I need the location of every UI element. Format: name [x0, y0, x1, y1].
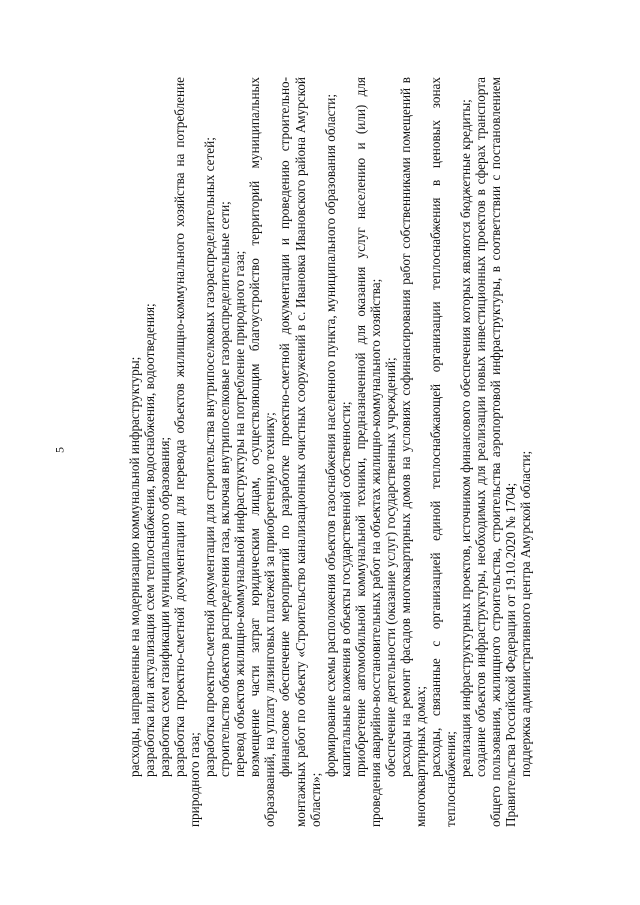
paragraph: создание объектов инфраструктуры, необходимых для реализации новых инвестиционных проектов в сферах транспорта общего пользования, жилищного строительства, строительства аэропортовой инфраструктуры, в соответствии с постановлением Правительства Российской Федерации от 19.10.2020 № 1704; — [472, 77, 519, 827]
paragraph: строительство объектов распределения газа, включая внутрипоселковые газораспределительные сети; — [217, 201, 233, 777]
paragraph: разработка схем газификации муниципального образования; — [156, 436, 172, 777]
paragraph: расходы, направленные на модернизацию коммунальной инфраструктуры; — [126, 356, 142, 777]
paragraph: разработка проектно-сметной документации для перевода объектов жилищно-коммунального хозяйства на потребление природного газа; — [172, 77, 203, 827]
paragraph: возмещение части затрат юридическим лицам, осуществляющим благоустройство территорий муниципальных образований, на уплату лизинговых платежей за приобретенную технику; — [247, 77, 278, 827]
paragraph: обеспечение деятельности (оказание услуг) государственных учреждений; — [382, 357, 398, 777]
paragraph: капитальные вложения в объекты государственной собственности; — [337, 401, 353, 777]
paragraph: перевод объектов жилищно-коммунальной инфраструктуры на потребление природного газа; — [232, 250, 248, 777]
paragraph: поддержка административного центра Амурской области; — [518, 450, 534, 777]
document-body — [127, 77, 533, 827]
page-number: 5 — [52, 447, 67, 453]
paragraph: разработка проектно-сметной документации для строительства внутрипоселковых газораспределительных сетей; — [202, 137, 218, 777]
paragraph: финансовое обеспечение мероприятий по разработке проектно-сметной документации и проведению строительно-монтажных работ по объекту «Строительство канализационных очистных сооружений в с. Ивановка Ивановского района Амурской области»; — [277, 77, 323, 827]
paragraph: формирование схемы расположения объектов газоснабжения населенного пункта, муниципального образования области; — [322, 93, 338, 777]
paragraph: разработка или актуализация схем теплоснабжения, водоснабжения, водоотведения; — [141, 303, 157, 777]
paragraph: расходы на ремонт фасадов многоквартирных домов на условиях софинансирования работ собственниками помещений в многоквартирных домах; — [397, 77, 428, 827]
paragraph: реализация инфраструктурных проектов, источником финансового обеспечения которых являются бюджетные кредиты; — [457, 99, 473, 777]
paragraph: приобретение автомобильной коммунальной техники, предназначенной для оказания услуг населению и (или) для проведения аварийно-восстановительных работ на объектах жилищно-коммунального хозяйства; — [352, 77, 383, 827]
paragraph: расходы, связанные с организацией единой теплоснабжающей организации теплоснабжения в ценовых зонах теплоснабжения; — [427, 77, 458, 827]
